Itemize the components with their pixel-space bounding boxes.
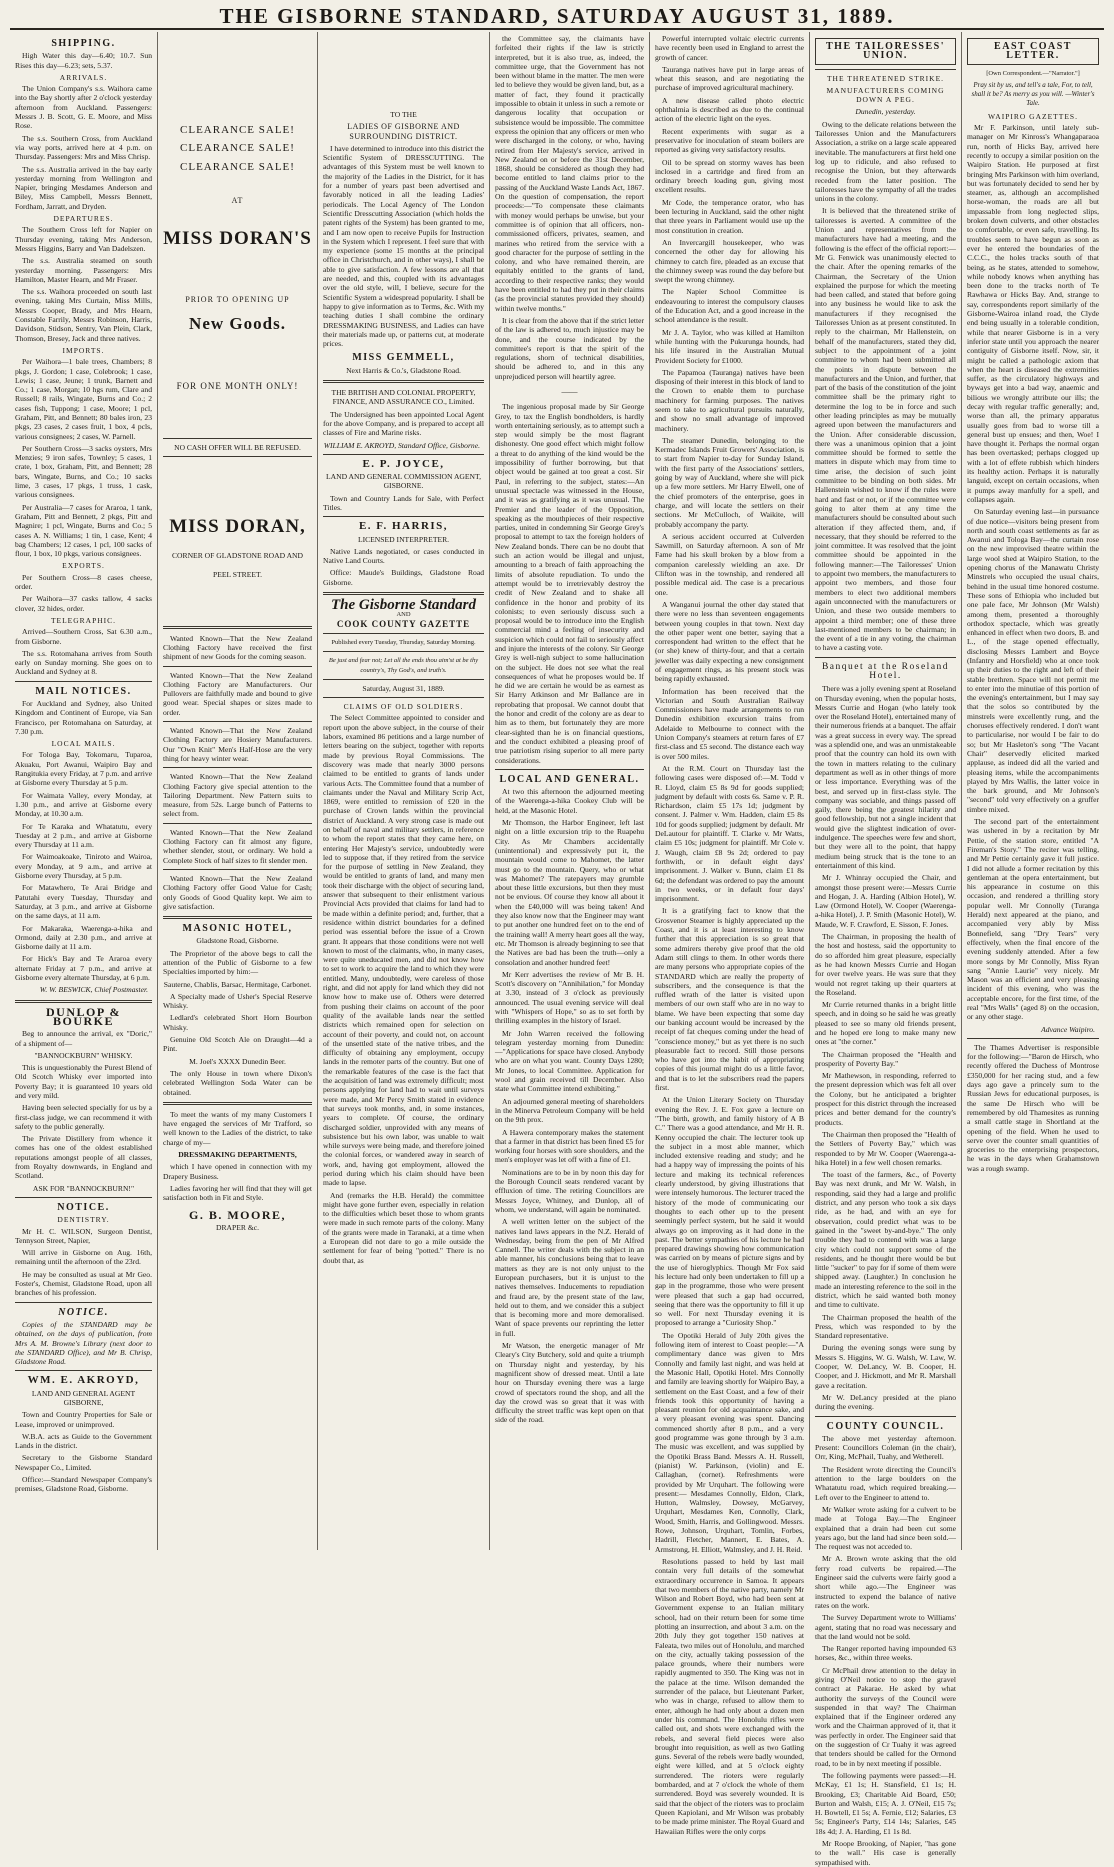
claims-heading: CLAIMS OF OLD SOLDIERS. — [343, 702, 464, 712]
dateline: Saturday, August 31, 1889. — [362, 683, 445, 693]
imports-heading: IMPORTS. — [62, 345, 105, 355]
ad-prior: PRIOR TO OPENING UP — [185, 295, 290, 305]
harris-heading: E. F. HARRIS, — [358, 520, 449, 533]
joyce-text: Town and Country Lands for Sale, with Perfect Titles. — [323, 493, 484, 512]
banquet-text: Mr J. Whinray occupied the Chair, and amongst those present were:—Messrs Currie and Hogan, J. A. Harding (Albion Hotel), W. Law (Ormond Hotel), W. Cooper (Waerenga-a-hika Hotel), J. P. Smith (Masonic Hotel), W. Maude, W. F. Crawford, E. Sisson, F. Jones. — [815, 873, 956, 929]
banquet-text: The toast of the farmers, &c., of Poverty Bay was next drunk, and Mr W. Walsh, in responding, said they had a large and prolific district, and any person who took a six days ride, as he had, and with an eye for observation, could predict what was to be gained in the "sweet by-and-bye." The only trouble they had to contend with was a large city which could not support some of the residents, and he thought there would be but little "sucker" to pay for if some of them were shipped away. (Laughter.) In conclusion he made an interesting reference to the soil in the district, which he said wanted both money and time to cultivate. — [815, 1170, 956, 1310]
column-editorial — [318, 32, 490, 1550]
news-item: A Wanganui journal the other day stated that there were no less than seventeen engagements between young couples in that town. Next day the other paper went one better, saying that a correspondent had written to the effect that he (or she) knew of thirty-four, and that a certain jeweller was daily expecting a new consignment of engagement rings, as his present stock was being rapidly exhausted. — [655, 599, 804, 684]
dunlop-text: "BANNOCKBURN" WHISKY. — [34, 1050, 133, 1060]
departure-item: The s.s. Waihora proceeded on south last evening, taking Mrs Curtain, Miss Mills, Messrs Cooper, Brady, and Mrs Hearn, Constable Farrily, Messrs Robinson, Harris, Davidson, Stidson, Sentry, Van Plein, Clark, Thomson, Bresey, Jack and three natives. — [15, 287, 152, 343]
news-item: Recent experiments with sugar as a preservative for inoculation of steam boilers are reported as giving very satisfactory results. — [655, 126, 804, 155]
column-shipping — [10, 32, 158, 1550]
mail-item: For Tologa Bay, Tokomaru, Tuparoa, Akuaku, Port Awanui, Waipiro Bay and Rangitukia every Friday, at 7 p.m. and arrive at Gisborne every Thursday at 5 p.m. — [15, 750, 152, 788]
own-correspondent: [Own Correspondent.—"Narrator."] — [986, 69, 1080, 77]
banquet-text: The Chairman proposed the "Health and prosperity of Poverty Bay." — [815, 1049, 956, 1068]
wanted-known: Wanted Known—That the New Zealand Clothing Factory are Hosiery Manufacturers. Our "Own Knit" Men's Half-Hose are the very thing for heavy winter wear. — [163, 726, 312, 763]
exports-heading: EXPORTS. — [62, 561, 105, 571]
local-item: Mr Kerr advertises the review of Mr B. H. Scott's discovery on "Annihilation," for Monday at 3.30, instead of 3 o'clock as previously announced. The usual evening service will deal with "Whispers of Hope," so as to set forth by thrilling examples in the history of Israel. — [495, 969, 644, 1026]
divider — [967, 1038, 1099, 1039]
one-month-only: FOR ONE MONTH ONLY! — [176, 381, 299, 392]
banquet-text: During the evening songs were sung by Messrs S. Higgins, W. G. Walsh, W. Law, W. Cooper, W. DeLancy, W. B. Cooper, H. Cooper, and J. Hickmott, and Mr R. Marshall gave a recitation. — [815, 1343, 956, 1390]
departure-item: The s.s. Australia steamed on south yesterday morning. Passengers: Mrs Hamilton, Master Hearn, and Mr Fraser. — [15, 256, 152, 284]
divider — [15, 1000, 152, 1003]
banquet-text: Mr W. DeLancy presided at the piano during the evening. — [815, 1392, 956, 1412]
letter-paragraph: Mr F. Parkinson, until lately sub-manager on Mr Kinross's Whangaparaoa run, north of Hicks Bay, arrived here recently to occupy a similar position on the Waipiro Station. He purposed at first bringing Mrs Parkinson with him overland, but was fortunately decided to send her by steamer, as, although an accomplished horse-woman, the roads are all but impassable from long neglected slips, broken down culverts, and other obstacles to comfortable, or even safe, travelling. Its troubles seem to have begun as soon as ever he entered the boundaries of the C.C.C., the holes tracks south of that being, as he states, attended to somehow, while nobody knows when anything has been done to the tracks north of Te Rawhawa or Hicks Bay. And, strange to say, correspondents report similarly of the Gisborne-Wairoa inland road, the Clyde end being usually in a tolerable condition, while that nearer Gisborne is in a very inferior state until you approach the nearer contiguity of Gisborne itself. Now, sir, it might be called a pathologic axiom that when the heart is diseased the extremities suffer, as the circulatory highways and byways get into a bad way, anaemic and bilious we wrongly attribute our ills; the decay with regular traffic generally; and, worse than all, the primary apparatus usually goes from bad to worse till a general bust up ensues; and then, Woe! I have thought it. Perhaps the normal organ has been overtasked; perhaps clogged up with a lot of effete rubbish which hinders its healthy action. Perhaps it is naturally languid, except on certain occasions, when it pumps away manfully for a spell, and collapses again. — [967, 123, 1099, 504]
column-local-items — [650, 32, 810, 1836]
notice-heading: NOTICE. — [57, 1201, 110, 1213]
editorial-paragraph: It is clear from the above that if the strict letter of the law is adhered to, much injustice may be done, and the course indicated by the committee's report is that the spirit of the regulations, shorn of technical disabilities, should be adhered to, and in this any unprejudiced person will heartily agree. — [495, 315, 644, 381]
banquet-text: The Chairman, in proposing the health of the host and hostess, said the opportunity to do so afforded him great pleasure, especially as he had known Messrs Currie and Hogan for over twelve years. He was sure that they would not regret taking up their quarters at the Roseland. — [815, 932, 956, 997]
editorial-paragraph: The ingenious proposal made by Sir George Grey, to tax the English bondholders, is hardly worth entertaining seriously, as to attempt such a step would simply be the most flagrant dishonesty. One good effect which might follow a threat to do anything of the kind would be the impossibility of further borrowing, but that object would be gained at too great a cost. Sir Paul, in referring to the subject, states:—An unusual spectacle was witnessed in the House, and it was as gratifying as it was unusual. The Premier and the leader of the Opposition, speaking as the mouthpieces of their respective parties, united in condemning Sir George Grey's proposal to attempt to tax the foreign holders of New Zealand bonds. There can be no doubt that such an action would be illegal and unjust, amounting to a breach of faith approaching the limits of absolute repudiation. To undo the attempt would be to irretrievably destroy the credit of New Zealand and to shake all confidence in the honor and probity of its colonists; to even seriously discuss such a proposal would be to introduce into the English commercial mind a feeling of insecurity and suspicion which could not fail to seriously affect and injure the interests of the colony. Sir George Grey is well-nigh subject to some hallucination on the subject. He does not see what the real consequences of what he proposes would be. If he did we are certain he would be as earnest as Sir Harry Atkinson and Mr Ballance are in reprobating that proposal. We cannot doubt that the honor and credit of the colony are as dear to him as to them, but fortunately they are more clear-sighted than he is on financial questions, and the conduct exhibited a pleasing proof of true patriotism rising superior to all mere party considerations. — [495, 402, 644, 765]
masonic-text: A Specialty made of Usher's Special Reserve Whisky. — [163, 991, 312, 1011]
paper-and: AND — [396, 611, 411, 619]
masonic-text: Ledlard's celebrated Short Horn Bourbon Whisky. — [163, 1013, 312, 1032]
divider — [323, 516, 484, 517]
divider — [163, 823, 312, 824]
dentistry-heading: DENTISTRY. — [57, 1215, 110, 1225]
masonic-text: The Proprietor of the above begs to call the attention of the Public of Gisborne to a few Specialties imported by him:— — [163, 948, 312, 977]
publication-days: Published every Tuesday, Thursday, Saturday Morning. — [331, 638, 476, 646]
banquet-text: The Chairman proposed the health of the Press, which was responded to by the Standard representative. — [815, 1312, 956, 1341]
divider — [15, 1302, 152, 1303]
masthead: THE GISBORNE STANDARD, SATURDAY AUGUST 31, 1889. — [10, 0, 1104, 30]
departure-item: The Southern Cross left for Napier on Thursday evening, taking Mrs Anderson, Messrs Higgins, Barry and Van Dadelszen. — [15, 225, 152, 253]
dateline: Dunedin, yesterday. — [855, 107, 916, 117]
divider — [163, 767, 312, 768]
telegraphic-item: The s.s. Rotomahana arrives from South early on Sunday morning. She goes on to Auckland and Sydney at 8. — [15, 648, 152, 677]
banquet-text: Mr Currie returned thanks in a bright little speech, and in doing so he said he was greatly pleased to see so many old friends present, and he hoped ere long to make many new ones at "the corner." — [815, 1000, 956, 1047]
no-cash-offer: NO CASH OFFER WILL BE REFUSED. — [174, 442, 301, 452]
drapery-text: Ladies favoring her will find that they will get satisfaction both in Fit and Style. — [163, 1183, 312, 1203]
local-item: At two this afternoon the adjourned meeting of the Waerenga-a-hika Cookey Club will be held, at the Masonic Hotel. — [495, 787, 644, 815]
akroyd-heading: WM. E. AKROYD, — [27, 1374, 140, 1387]
notice2-text: Copies of the STANDARD may be obtained, on the days of publication, from Mrs A. M. Browne's Library (next door to the STANDARD Office), and Mr B. Chrisp, Gladstone Road. — [15, 1319, 152, 1367]
motto: Be just and fear not; Let all the ends thou aim'st at be thy country's, Thy God's, and truth's. — [328, 657, 479, 674]
county-text: Mr A. Brown wrote asking that the old ferry road culverts be repaired.—The Engineer said the culverts were fairly good a short while ago.—The Engineer was instructed to expend the balance of native rates on the work. — [815, 1554, 956, 1610]
banquet-text: The Chairman then proposed the "Health of the Settlers of Poverty Bay," which was responded to by Mr W. Cooper (Waerenga-a-hika Hotel) in a few well chosen remarks. — [815, 1129, 956, 1167]
divider — [163, 869, 312, 870]
local-item: Mr John Warren received the following telegram yesterday morning from Dunedin:—"Applications for space have closed. Anybody who are on what you want. County Days 1280; Mr Jones, to local Committee. Application for wool and grain received till December. Also state what Committee intend exhibiting." — [495, 1028, 644, 1094]
dentistry-text: Mr H. C. WILSON, Surgeon Dentist, Tennyson Street, Napier, — [15, 1226, 152, 1245]
joyce-sub: LAND AND GENERAL COMMISSION AGENT, GISBORNE. — [325, 472, 482, 491]
waipiro-heading: WAIPIRO GAZETTES. — [988, 111, 1078, 121]
divider — [323, 633, 484, 634]
news-item: A new disease called photo electric ophthalmia is described as due to the continual action of the electric light on the eyes. — [655, 95, 804, 124]
import-item: Per Southern Cross—3 sacks oysters, Mrs Menzies; 9 iron safes, Townley; 5 cases, 1 crate, 1 box, Graham, Pitt, and Bennett; 28 bars, Wingate, Burns, and Co.; 10 sacks lime, 3 cases, 17 pkgs, 1 truss, 1 cask, various consignees. — [15, 443, 152, 500]
dunlop-text: The Private Distillery from whence it comes has one of the oldest established reputations amongst people of all classes, from Royalty downwards, in England and Scotland. — [15, 1134, 152, 1181]
column-tailoresses — [810, 32, 962, 1867]
east-coast-heading: EAST COAST LETTER. — [994, 41, 1072, 62]
county-text: Mr Roope Brooking, of Napier, "has gone to the wall." His case is generally sympathised with. — [815, 1839, 956, 1867]
arrival-item: The Union Company's s.s. Waihora came into the Bay shortly after 2 o'clock yesterday afternoon from Auckland. Passengers: Messrs J. B. Scott, G. E. Moore, and Miss Rose. — [15, 84, 152, 131]
masonic-sub: Gladstone Road, Gisborne. — [196, 936, 279, 946]
tides: High Water this day—6.40; 10.7. Sun Rises this day—6.23; sets, 5.37. — [15, 51, 152, 70]
letter-paragraph: The second part of the entertainment was ushered in by a recitation by Mr Pettie, of the station store, entitled "A Fireman's Story." The reciter was telling, and Mr Pettie certainly gave it full justice. I did not allude a former recitation by this gentleman at the opera entertainment, but his appearance in costume on this occasion, and rendered a thrilling story popular well. Mr Connolly (Turanga Herald) next appeared at the piano, and accompanied very ably by Miss Bonnefield, sang "Dry Tears" very effectively, when the final encore of the evening suddenly attended. After a few more songs by Mr Connolly, Miss Ryan sang "Annie Laurie" very nicely. Mr Mason was an efficient and very pleasing incident of this evening, who was the acceptable encore, for the first time, of the real "Mrs Walls" (aged 8) on the occasion, or any other stage. — [967, 817, 1099, 1022]
masonic-text: Genuine Old Scotch Ale on Draught—4d a Pint. — [163, 1035, 312, 1054]
local-item: A well written letter on the subject of the natives land laws appears in the N.Z. Herald of Wednesday, being from the pen of Mr Alfred Cannell. The writer deals with the subject in an able manner, his conclusions being that to leave matters as they are is not only unjust to the European purchasers, but it is unjust to the natives themselves. Inducements to repudiation and fraud are, by the present state of the law, held out to them, and we consider this a subject that is becoming more and more demoralised. Want of space prevents our reprinting the letter in full. — [495, 1217, 644, 1338]
news-item: Oil to be spread on stormy waves has been inclosed in a cartridge and fired from an ordinary breech loading gun, giving most excellent results. — [655, 157, 804, 195]
mail-item: For Hick's Bay and Te Araroa every alternate Friday at 7 p.m., and arrive at Gisborne every alternate Thursday, at 6 p.m. — [15, 954, 152, 983]
divider — [323, 454, 484, 455]
tailoresses-heading-box — [815, 38, 956, 65]
news-item: The Papamoa (Tauranga) natives have been disposing of their interest in this block of land to the Crown to enable them to purchase machinery for farming purposes. The natives seem to take to agricultural pursuits naturally, and show no small advantage of improved machinery. — [655, 367, 804, 433]
mail-heading: MAIL NOTICES. — [35, 685, 132, 697]
new-goods-title: New Goods. — [189, 314, 286, 334]
export-item: Per Southern Cross—8 cases cheese, order. — [15, 572, 152, 592]
news-item: Resolutions passed to held by last mail contain very full details of the somewhat extraordinary occurrence in Samoa. It appears that two members of the native party, namely Mr Wilson and Robert Boyd, who had been sent at Government expense to an Italian military school, had on their return been for some time plotting an insurrection, and about 3 a.m. on the 20th July they got together 150 natives at Faleata, two miles out of Honolulu, and marched on the city, actually taking possession of the palace grounds, where their numbers were rapidly augmented to 350. The King was not in the palace at the time. Wilson demanded the surrender of the palace, but Lieutenant Parker, who was in charge, refused to allow them to enter, although he had only about a dozen men under his command. The Honolulu rifles were called out, and shots were exchanged with the rebels, and several field pieces were also brought into requisition, as well as two Gatling guns. Several of the rebels were badly wounded, eight were killed, and at 5 o'clock eighty surrendered. The rioters were regularly bombarded, and at 7 o'clock the whole of them surrendered. Boyd was severely wounded. It is said that the object of the rioters was to proclaim Queen Kapiolani, and Mr Wilson was probably to be made prime minister. The Royal Guard and Hawaiian Rifles were the only corps — [655, 1556, 804, 1836]
county-text: The above met yesterday afternoon. Present: Councillors Coleman (in the chair), Orr, King, McPhail, Tuahy, and Wetherell. — [815, 1433, 956, 1462]
export-item: Per Waihora—37 casks tallow, 4 sacks clover, 32 hides, order. — [15, 594, 152, 613]
dentistry-text: He may be consulted as usual at Mr Geo. Foster's, Chemist, Gladstone Road, upon all branches of his profession. — [15, 1269, 152, 1298]
county-text: Cr McPhail drew attention to the delay in giving O'Neil notice to stop the gravel contract at Pakarae. He asked by what authority the surveys of the Council were suspended in that way? The Chairman explained that if the Engineer ordered any work and the Chairman approved of it, that it was perfectly in order. The Engineer said that on the suggestion of Cr Tuahy it was agreed that tenders should be called for the Ormond road, to be in by next meeting if possible. — [815, 1665, 956, 1768]
advance-waipiro: Advance Waipiro. — [1041, 1024, 1095, 1034]
claims-paragraph: And (remarks the H.B. Herald) the committee might have gone further even, especially in relation to the difficulties which beset those to whom grants were made in such remote parts of the colony. Many of the grants were made in Taranaki, at a time when a European did not dare to go a mile outside the settlement for fear of being "potted." There is no doubt that, as — [323, 1190, 484, 1265]
column-advertisements — [158, 32, 318, 1550]
news-item: At the Union Literary Society on Thursday evening the Rev. J. E. Fox gave a lecture on "The birth, growth, and family history of A B C." There was a good attendance, and Mr H. R. Kenny occupied the chair. The lecturer took up the subject in a most able manner, which included extensive reading and study; and he had a happy way of impressing the points of his lecture and making its technical references clearly understood, by giving illustrations that were intensely humorous. The lecturer traced the history of the mode of communicating our thoughts to each other up to the present seemingly perfect system, but he said it would always go on improving as it had done in the past. The better sympathies of his lecture he had prepared drawings showing how communication was carried on by means of picture signs and by the use of hieroglyphics. Though Mr Fox said his lecture had only been undertaken to fill up a gap in the programme, those who were present were pleased that such a gap had occurred, seeing that there was the opportunity to fill it up so well. For next Thursday evening it is proposed to arrange a "Curiosity Shop." — [655, 1095, 804, 1328]
akroyd-text: Secretary to the Gisborne Standard Newspaper Co., Limited. — [15, 1453, 152, 1472]
harris-text: Native Lands negotiated, or cases conducted in Native Land Courts. — [323, 546, 484, 566]
divider — [15, 681, 152, 682]
clearance-sale: CLEARANCE SALE! — [180, 160, 295, 173]
british-text: The Undersigned has been appointed Local Agent for the above Company, and is prepared to accept all classes of Fire and Marine risks. — [323, 409, 484, 438]
mail-signature: W. W. BESWICK, Chief Postmaster. — [39, 985, 148, 995]
paper-subtitle: COOK COUNTY GAZETTE — [336, 618, 471, 629]
divider: —— — [561, 386, 578, 396]
column-editorial-continued — [490, 32, 650, 1550]
dunlop-text: ASK FOR "BANNOCKBURN!" — [32, 1183, 135, 1193]
mail-item: For Makaraka, Waerenga-a-hika and Ormond, daily at 2.30 p.m., and arrive at Gisborne daily at 11 a.m. — [15, 923, 152, 952]
claims-paragraph: The Select Committee appointed to consider and report upon the above subject, in the course of their labors, examined 86 petitions and a large number of letters bearing on the subject, together with reports made by previous Royal Commissions. The discovery was made that nearly 3000 persons claimed to be entitled to grants of lands under various Acts. The Committee found that a number of claimants under the Naval and Military Scrip Act, 1869, were entitled to remission of £20 in the purchase of Crown lands within the provincial district of Auckland. A very strong case is made out on behalf of naval and military settlers, in reference to whom the report states that they came here, on entering Her Majesty's service, undoubtedly were led to suppose that, if they retired from the service for the purpose of settling in New Zealand, they would be entitled to grants of land, and many men took their discharge with the object of securing land, answer that subsequent to their enlistment various Provincial Acts provided that claims for land had to be made within a definite period; and, further, that a residence within district boundaries for a defined period was essential before the issue of a Crown grant. It appears that those conditions were not well known to most of the claimants, who, in many cases, were quite uneducated men, and did not know how to set to work to acquire the land to which they were entitled. Many, undoubtedly, were careless of those right, and did not apply for land which they did not know how to make use of. Others were deterred from pushing their claims on account of the poor quality of the available lands near the settled districts which remained open for selection on account of their poverty, and could not, on account of the unsettled state of the native tribes, and the difficulty of obtaining any employment, occupy lands in the remoter parts of the country. But one of the remarkable features of the case is the fact that the acquisition of land was extremely difficult; most persons applying for land had to wait until surveys were made, and Mr Percy Smith stated in evidence that surveys took months, and, in some instances, years to complete. Of course, the ordinary discharged soldier, unprovided with any means of subsistence but his own labor, was unable to wait while surveys were being made, and therefore joined the colonial forces, or wandered away in search of work, and, having got employment, allowed the period during which his claim should have been made to lapse. — [323, 713, 484, 1188]
miss-dorans-title: MISS DORAN'S — [163, 228, 312, 250]
news-item: Mr Code, the temperance orator, who has been lecturing in Auckland, said the other night that three years in Parliament would use up the most constitution in creation. — [655, 197, 804, 235]
east-coast-heading-box — [967, 38, 1099, 65]
dunlop-text: This is unquestionably the Purest Blend of Old Scotch Whisky ever imported into Poverty Bay; it is guaranteed 10 years old and very mild. — [15, 1063, 152, 1100]
import-item: Per Waihora—1 bale trees, Chambers; 8 pkgs, J. Gordon; 1 case, Colebrook; 1 case, Lewis; 1 case, Jeune; 1 trunk, Barnett and Co.; 1 case, Morgan; 10 hgs rum, Clare and Russell; 8 rails, Wingate, Burns and Co.; 2 cases fish, Tuppong; 1 case, Moore; 1 pcl, Graham, Pitt, and Bennett; 80 bales iron, 23 pkgs, 23 cases, 2 cases fruit, 1 box, 4 pcls, various consignees; 2 cases, W. Parnell. — [15, 357, 152, 441]
news-item: At the R.M. Court on Thursday last the following cases were disposed of:—M. Todd v R. Lloyd, claim £5 8s 9d for goods supplied; judgment by default with costs 6s. Same v. P. R. Richardson, claim £5 17s 1d; judgment by consent. J. Palmer v. Wm. Hadden, claim £5 8s 10d for goods supplied; judgment by default. Mr DeLautour for plaintiff. T. Clarke v. Mr Watts, claim £5 10s; judgment for plaintiff. Mr Cole v. J. Waugh, claim £8 9s 2d; ordered to pay forthwith, or in default eight days' imprisonment. J. Walker v. Bunn, claim £1 8s 6d; the defendant was ordered to pay the amount in two weeks, or in default four days' imprisonment. — [655, 763, 804, 904]
departures-heading: DEPARTURES. — [53, 214, 114, 224]
masonic-heading: MASONIC HOTEL, — [182, 923, 293, 935]
harris-office: Office: Maude's Buildings, Gladstone Road Gisborne. — [323, 568, 484, 587]
ad-at: AT — [231, 195, 244, 205]
banquet-text: Mr Mathewson, in responding, referred to the present depression which was felt all over the Colony, but he anticipated a brighter prospect for this district through the increased prices and better demand for the country's products. — [815, 1071, 956, 1127]
drapery-text: which I have opened in connection with my Drapery Business. — [163, 1162, 312, 1181]
county-text: The Ranger reported having impounded 63 horses, &c., within three weeks. — [815, 1644, 956, 1663]
clearance-sale: CLEARANCE SALE! — [180, 142, 295, 155]
divider — [163, 626, 312, 629]
county-text: The Survey Department wrote to Williams' agent, stating that no road was necessary and that the land would not be sold. — [815, 1613, 956, 1641]
banquet-heading: Banquet at the Roseland Hotel. — [821, 661, 950, 681]
ladies-heading: LADIES OF GISBORNE AND SURROUNDING DISTRICT. — [347, 122, 460, 141]
news-item: The steamer Dunedin, belonging to the Kermadec Islands Fruit Growers' Association, is to start from Napier to-day for Sunday Island, with the first party of the Associations' settlers, going by way of Auckland, where she will pick up a few more settlers. Mr Harry Elwell, one of the chief promoters of the enterprise, goes in charge, and will locate the settlers on their sections. Mr McCulloch, of Waikite, will probably accompany the party. — [655, 435, 804, 529]
harris-sub: LICENSED INTERPRETER. — [357, 534, 450, 544]
moore-name: G. B. MOORE, — [188, 1207, 286, 1222]
divider — [163, 438, 312, 439]
masonic-text: Sauterne, Chablis, Barsac, Hermitage, Carbonet. — [163, 979, 312, 989]
divider — [163, 916, 312, 919]
editorial-paragraph: the Committee say, the claimants have forfeited their rights if the law is strictly interpreted, but it is also true, as, indeed, the committee urge, that the Government has not been without blame in the matter. The men were led to believe they would be given land, but, as a matter of fact, they found it practically impossible to obtain it unless in such a remote or dangerous locality that occupation or subsistence would be impossible. The committee express the opinion that any officers or men who were discharged in the colony, or who, having retired from Her Majesty's service, arrived in New Zealand on or before the 31st December, 1868, should be considered as though they had become entitled to land claims prior to the passing of the Auckland Waste Lands Act, 1867. On the question of compensation, the report proceeds:—"To compensate these claimants with money would perhaps be unwise, but your committee is of opinion that all officers, non-commissioned officers, privates, seamen, and marines who retired from the service with a good character for the purpose of settling in the colony, and who have remained therein, are equitably entitled to the grants of land, according to their respective ranks; they would have been entitled to had they put in their claims (as the provincial statutes provided they should) within twelve months." — [495, 34, 644, 313]
arrival-item: The s.s. Australia arrived in the bay early yesterday morning from Wellington and Napier, bringing Mesdames Anderson and Biley, Miss Campbell, Messrs Bennett, Fordham, Jarratt, and Dryden. — [15, 164, 152, 211]
gemmell-signature: MISS GEMMELL, — [352, 352, 455, 364]
banquet-text: There was a jolly evening spent at Roseland on Thursday evening, when the popular hosts, Messrs Currie and Hogan (who lately took over the Roseland Hotel), entertained many of their numerous friends at a banquet. The affair was a great success in every way. The spread was a splendid one, and was an unmistakeable proof that the country can hold its own with the town in matters relating to the culinary department as well as in other things of more or less importance. Everything was of the best, and served up in first-class style. The company was sociable, and things passed off gaily, there being the greatest hilarity and good fellowship, but not a single incident that would give the slightest indication of over-indulgence. The speeches were few and short, but they were all to the point, that happy medium being struck that is the tone to an entertainment of this kind. — [815, 684, 956, 870]
wanted-known: Wanted Known—That the New Zealand Clothing Factory can fit almost any figure, whether slender, stout, or ordinary. We hold a Complete Stock of half sizes to fit slender men. — [163, 827, 312, 865]
mail-item: For Auckland and Sydney, also United Kingdom and Continent of Europe, via San Francisco, per Rotomahana on Saturday, at 7.30 p.m. — [15, 699, 152, 736]
divider — [815, 1416, 956, 1417]
akroyd-text: Office:—Standard Newspaper Company's premises, Gladstone Road, Gisborne. — [15, 1475, 152, 1494]
arrival-item: The s.s. Southern Cross, from Auckland via way ports, arrived here at 4 p.m. on Thursday. Passengers: Mrs and Miss Chrisp. — [15, 133, 152, 162]
news-item: It is a gratifying fact to know that the Grosvenor Steamer is highly appreciated up the Coast, and it is at least interesting to know further that this appreciation is so great that some admirers thereby give proof that the old Adam still clings to them. In other words there are many persons who appropriate copies of the STANDARD which are really the property of subscribers, and the consequence is that the ruffled wrath of the latter is visited upon members of our own staff who are in no way to blame. We have been expecting that some day our banking account would be increased by the receipt of fat cheques coming under the head of "conscience money," but as yet there is no such pleasurable fact to record. Still those persons who have got into the habit of appropriating copies of this journal might do us a little favor, and that is to let the subscribers read the papers first. — [655, 906, 804, 1093]
clearance-sale: CLEARANCE SALE! — [180, 124, 295, 136]
arrivals-heading: ARRIVALS. — [59, 72, 108, 82]
local-item: Mr Thomson, the Harbor Engineer, left last night on a little excursion trip to the Ruapehu City. As Mr Chambers accidentally (unintentional) and expressively put it, the mountain would come to Mahomet, the latter must go to the mountain. Query, who or what was Mahomet? The ratepayers may grumble about these little excursions, but then they must not be envious. Of course they know all about it when the £40,000 will was being taken! And they also know now that the Engineer may want to put another one hundred feet on to the end of the training wall! A merry heart goes all the way, etc. Mr Thomson is already beginning to see that the Natives are bad has been the truth—only a consolation and another hundred feet! — [495, 818, 644, 967]
local-item: Mr Watson, the energetic manager of Mr Cleary's City Butchery, sold and quite a triumph on Thursday night and yesterday, by his magnificent show of dressed meat. Until a late hour on Thursday evening there was a large crowd of spectators round the shop, and all the day the crowd was so great that it was with difficulty the street traffic was kept open on that side of the road. — [495, 1341, 644, 1425]
akroyd-text: W.B.A. acts as Guide to the Government Lands in the district. — [15, 1431, 152, 1451]
column-east-coast-letter — [962, 32, 1104, 1550]
akroyd-sub: LAND AND GENERAL AGENT GISBORNE, — [31, 1388, 136, 1407]
news-item: Powerful interrupted voltaic electric currents have recently been used in England to arrest the growth of cancer. — [655, 34, 804, 62]
divider — [163, 1102, 312, 1105]
divider — [163, 666, 312, 667]
ladies-text: I have determined to introduce into this district the Scientific System of DRESSCUTTING. The advantages of this System must be well known to the majority of the Ladies in the District, for it has for a number of years past been advertised and favorably noticed in all the leading Ladies' periodicals. The Local Agency of The London Scientific Dresscutting Association (which holds the patent rights of the System) has been granted to me, and I am now open to receive Pupils for Instruction in the System which I represent. I feel sure that with my experience (some 15 months at the principal office in Christchurch, and in other ways), I shall be able to give satisfaction. A few lessons are all that are needed, and this, coupled with its advantages over the old style, will, I believe, secure for the Scientific System a widespread popularity. I shall be happy to give information as to Terms, &c. With my teaching duties I shall combine the ordinary DRESSMAKING BUSINESS, and Ladies can have their materials made up, or patterns cut, at moderate prices. — [323, 143, 484, 349]
news-item: The Opotiki Herald of July 20th gives the following item of interest to Coast people:—"A complimentary dance was given to Mrs Connolly and family last night, and was held at the Masonic Hall, Opotiki Hotel. Mrs Connolly and family are leaving shortly for Waipiro Bay, a settlement on the East Coast, and a few of their friends took this opportunity of having a pleasant reunion for old acquaintance sake, and a very pleasant evening was spent. Dancing commenced shortly after 8 p.m., and a very good programme was gone through by 3 a.m. The music was excellent, and was supplied by the Opotiki Brass Band. Messrs A. H. Russell, (pianist) W. Parkinson, (violin) and E. Callaghan, (cornet). Refreshments were provided by Mr Urquhart. The following were present:— Mesdames Connolly, Eldon, Clark, Hutton, Walmsley, Dowsey, McGarvey, Urquhart, Mesdames Ken, Connolly, Clark, Wood, Smith, Harris, and Gollingwood. Messrs. Rowe, Johnson, Urquhart, Tomlin, Forbes, Hadrill, Fletcher, Mannert, E. Bates, A. Armstrong, H. Elliott, Walmsley, and J. H. Reid. — [655, 1330, 804, 1554]
divider — [323, 380, 484, 383]
letter-paragraph: The Thames Advertiser is responsible for the following:—"Baron de Hirsch, who recently offered the Duchess of Montrose £350,000 for her racing stud, and a few days ago gave a princely sum to the Russian Jews for educational purposes, is the same De Hirsch who will be remembered by old Thamesites as running a small cattle stage in Shortland at the opening of the field. When he used to serve over the counter small quantities of groceries to the enterprising prospectors, he was in the days when Grahamstown was a rough swamp. — [967, 1042, 1099, 1173]
strike-heading: THE THREATENED STRIKE. — [826, 73, 945, 83]
local-item: Nominations are to be in by noon this day for the Borough Council seats rendered vacant by effluxion of time. The retiring Councillors are Messrs Joyce, Whitney, and Dunlop, all of whom, we understand, will again be nominated. — [495, 1167, 644, 1214]
dunlop-heading: DUNLOP & BOURKE — [46, 1004, 121, 1028]
local-item: A Hawera contemporary makes the statement that a farmer in that district has been fined £5 for working four horses with sore shoulders, and the men's employer was let off with a fine of £1. — [495, 1127, 644, 1165]
to-the: TO THE — [390, 110, 417, 119]
mail-item: LOCAL MAILS. — [51, 739, 116, 749]
corner-address: CORNER OF GLADSTONE ROAD AND — [171, 551, 304, 561]
news-item: An Invercargill housekeeper, who was concerned the other day for allowing his chimney to catch fire, pleaded as an excuse that the chimney sweep was round the day before but swept the wrong chimney. — [655, 237, 804, 285]
manufacturers-heading: MANUFACTURERS COMING DOWN A PEG. — [826, 85, 945, 105]
telegraphic-heading: TELEGRAPHIC. — [50, 615, 117, 625]
divider — [323, 651, 484, 652]
letter-paragraph: On Saturday evening last—in pursuance of due notice—visitors being present from north and south coast settlements as far as Awanui and Tologa Bay—the curtain rose on the new improvised theatre within the large wool shed at Waipiro Station, to the opening chorus of the Manawatu Christy Minstrels who occupied the usual chairs, behind in the usual time honored costume. These sons of Ethiopia who included but one pale face, Mr Johnson (Mr Walsh) among them, presented a thoroughly orthodox spectacle, which was greatly enhanced in effect when two doors, B. and L., of the stage opened effectually, disclosing Messrs Lambert and Boyce (Infantry and Horsfield) who at once took up their duties to the right and left of their stable brethren. Space will not permit me to enter into the minutiae of this portion of the evening's entertainment, but I may say that the solos so contributed by the minstrels were excellently rung, and the choruses effectively rendered. I don't want to particularise, nor would I be fair to do so; but Mr Hasleton's song "The Vacant Chair" deservedly elicited marked applause, as indeed did all the varied and pleasing items, while the accompaniments played by Mrs Wallis, the latter voice in the bark ground, and Mr Johnson's "second" told very effectively on a gruffer timbre mixed. — [967, 507, 1099, 814]
local-general-heading: LOCAL AND GENERAL. — [499, 773, 640, 785]
peel-street: PEEL STREET. — [213, 570, 262, 580]
shipping-heading: SHIPPING. — [51, 38, 116, 49]
verse: Pray sit by us, and tell's a tale, For, to tell, shall it be? As merry as you will. —Winter's Tale. — [971, 80, 1095, 108]
county-text: The following payments were passed:—H. McKay, £1 1s; H. Stansfield, £1 1s; H. Brooking, £3; Charitable Aid Board, £50; Burton and Walsh, £15; A. J. O'Neil, £15 7s; H. Bowtell, £1 5s; A. Fernie, £12; Salaries, £3 5s; Engineer's Party, £14 14s; Salaries, £45 18s 4d; J. A. Harding, £1 1s 8d. — [815, 1770, 956, 1836]
masonic-text: M. Joel's XXXX Dunedin Beer. — [189, 1056, 286, 1066]
mail-item: For Waimoakoake, Tiniroto and Wairoa, every Monday, at 9 a.m., and arrive at Gisborne every Thursday, at 5 p.m. — [15, 852, 152, 881]
wanted-known: Wanted Known—That the New Zealand Clothing Factory are Manufacturers. Our Pullovers are faithfully made and bound to give good wear. Special shapes or sizes made to order. — [163, 670, 312, 717]
news-item: Tauranga natives have put in large areas of wheat this season, and are negotiating the purchase of improved agricultural machinery. — [655, 64, 804, 93]
tailoresses-text: It is believed that the threatened strike of tailoresses is averted. A committee of the Union and representatives from the manufacturers have had a meeting, and the following is the effect of the official report:—Mr G. Fenwick was unanimously elected to the chair. After the opening remarks of the Chairman, the Secretary of the Union explained the purpose for which the meeting had been called, and stated that before going into any business he would like to ask the manufacturers if they recognised the Tailoresses Union as at present constituted. In reply to the chairman, Mr Hallenstein, on behalf of the manufacturers, stated they did, subject to the appointment of a joint committee to whom had been submitted all the points in dispute between the manufacturers and the Union, and further, that part of the basis of the constitution of the joint committee shall be the primary right to determine the log to be in force and such other leading principles as may be mutually agreed upon between the manufacturers and the Union. After considerable discussion, there was a unanimous opinion that a joint committee should be formed to settle the matters in dispute which may from time to time arise, the decision of such joint committee to be binding on both sides. Mr Hallenstein wished to know if the rules were hard and fast or not, or if the committee were going to alter them at any time the manufacturers should be consulted about such alteration if they affected them, and, if necessary, that they should be referred to the joint committee. It was resolved that the joint committee should be appointed in the following manner:—The Tailoresses' Union to appoint two members, the manufacturers to appoint two members, and those four members to elect two additional members again unconnected with the manufacturers or Union, and these two outside members to appoint a third member; one of these three last-mentioned members to be chairman; in the event of a tie in any voting, the chairman to have a casting vote. — [815, 206, 956, 653]
import-item: Per Australia—7 cases for Araroa, 1 tank, Graham, Pitt and Bennett, 2 pkgs, Pitt and Magnire; 1 pcl, Wingate, Burns and Co.; 5 cases A. N. Williams; 1 tin, 1 case, Kent; 4 bag Chambers; 12 cases, 1 pcl, 100 sacks of flour, 1 box, 10 pkgs, various consignees. — [15, 502, 152, 559]
divider — [815, 657, 956, 658]
dentistry-text: Will arrive in Gisborne on Aug. 16th, remaining until the afternoon of the 23rd. — [15, 1248, 152, 1267]
telegraphic-item: Arrived—Southern Cross, Sat 6.30 a.m., from Gisborne. — [15, 627, 152, 646]
mail-item: For Matawhero, Te Arai Bridge and Patutahi every Tuesday, Thursday and Saturday, at 3 p.m., and arrive at Gisborne on the same days, at 11 a.m. — [15, 883, 152, 921]
tailoresses-text: Owing to the delicate relations between the Tailoresses Union and the Manufacturers Association, a strike on a large scale appeared inevitable. The manufacturers at first held one log up to ridicule, and also refused to recognise the Union, but they afterwards receded from the latter position. The tailoresses have the sympathy of all the trades unions in the colony. — [815, 119, 956, 204]
news-item: Mr J. A. Taylor, who was killed at Hamilton while hunting with the Pukurunga hounds, had his life insured in the Australian Mutual Provident Society for £1000. — [655, 327, 804, 365]
news-item: A serious accident occurred at Culverden Sawmill, on Saturday afternoon. A son of Mr Fame had his skull broken by a blow from a companion carelessly wielding an axe. Dr Clifton was in the township, and rendered all possible medical aid. The case is a precarious one. — [655, 531, 804, 597]
akroyd-text: Town and Country Properties for Sale or Lease, improved or unimproved. — [15, 1410, 152, 1429]
tailoresses-heading: THE TAILORESSES' UNION. — [826, 41, 945, 62]
county-council-heading: COUNTY COUNCIL. — [826, 1420, 945, 1432]
divider — [323, 697, 484, 698]
divider — [815, 69, 956, 70]
british-heading: THE BRITISH AND COLONIAL PROPERTY, FINANCE, AND ASSURANCE CO., Limited. — [331, 388, 476, 407]
divider — [15, 1370, 152, 1371]
wanted-known: Wanted Known—That the New Zealand Clothing Factory have received the first shipment of new Goods for the coming season. — [163, 633, 312, 662]
british-signature: WILLIAM E. AKROYD, Standard Office, Gisborne. — [323, 440, 480, 450]
mail-item: For Te Karaka and Whatatutu, every Tuesday at 2 p.m., and arrive at Gisborne every Thursday at 11 a.m. — [15, 821, 152, 850]
paper-title: The Gisborne Standard — [330, 597, 477, 614]
news-item: The Napier School Committee is endeavouring to interest the compulsory clauses of the Education Act, and a good increase in the school attendance is the result. — [655, 287, 804, 325]
dunlop-text: Beg to announce the arrival, ex "Doric," of a shipment of— — [15, 1029, 152, 1048]
local-item: An adjourned general meeting of shareholders in the Minerva Petroleum Company will be held on the 9th prox. — [495, 1096, 644, 1125]
divider — [163, 456, 312, 457]
moore-sub: DRAPER &c. — [215, 1222, 260, 1232]
divider — [323, 679, 484, 680]
notice2-heading: NOTICE. — [58, 1306, 109, 1318]
divider — [323, 592, 484, 595]
gemmell-address: Next Harris & Co.'s, Gladstone Road. — [346, 365, 461, 375]
news-item: Information has been received that the Victorian and South Australian Railway Commissioners have made arrangements to run Dunedin exhibition excursion trains from Adelaide to Melbourne to connect with the Union Company's steamers at return fares of £7 first-class and £5 second. The distance each way is over 500 miles. — [655, 686, 804, 761]
drapery-text: To meet the wants of my many Customers I have engaged the services of Mr Trafford, so well known to the Ladies of the district, to take charge of my— — [163, 1109, 312, 1147]
wanted-known: Wanted Known—That the New Zealand Clothing Factory give special attention to the Tailoring Department. New Pattern suits to measure, from 52s. Large bunch of Patterns to select from. — [163, 772, 312, 819]
county-text: Mr Walker wrote asking for a culvert to be made at Tologa Bay.—The Engineer explained that a drain had been cut some years ago, but the land had since been sold.—The request was not acceded to. — [815, 1504, 956, 1552]
wanted-known: Wanted Known—That the New Zealand Clothing Factory offer Good Value for Cash; only Goods of Good Quality kept. We aim to give satisfaction. — [163, 873, 312, 911]
dunlop-text: Having been selected specially for us by a first-class judge, we can recommend it with safety to the public generally. — [15, 1103, 152, 1131]
divider — [495, 769, 644, 770]
mail-item: For Waimata Valley, every Monday, at 1.30 p.m., and arrive at Gisborne every Monday, at 10.30 a.m. — [15, 790, 152, 819]
county-text: The Resident wrote directing the Council's attention to the large boulders on the Whatatutu road, which required breaking.—Left over to the Engineer to attend to. — [815, 1464, 956, 1502]
drapery-text: DRESSMAKING DEPARTMENTS, — [178, 1150, 297, 1160]
joyce-heading: E. P. JOYCE, — [362, 457, 445, 470]
divider — [15, 1197, 152, 1198]
miss-doran-title: MISS DORAN, — [169, 516, 306, 538]
divider — [163, 721, 312, 722]
masonic-text: The only House in town where Dixon's celebrated Wellington Soda Water can be obtained. — [163, 1068, 312, 1097]
